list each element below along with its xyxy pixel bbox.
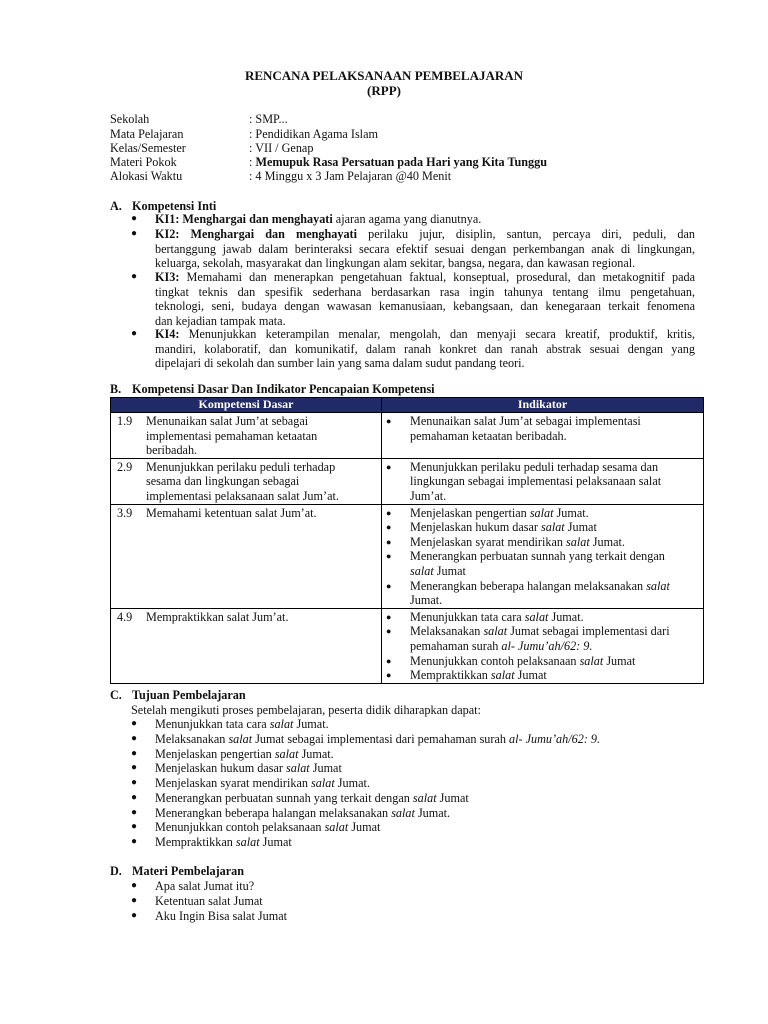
tujuan-item: Menerangkan beberapa halangan melaksanakan salat Jumat.	[155, 805, 451, 820]
bullet-icon: ●	[386, 536, 392, 547]
tujuan-item: Menerangkan perbuatan sunnah yang terkait dengan salat Jumat	[155, 790, 469, 805]
bullet-icon: ●	[386, 461, 392, 472]
info-label: Alokasi Waktu	[110, 169, 183, 183]
bullet-icon: ●	[386, 655, 392, 666]
section-a-heading: A. Kompetensi Inti	[110, 199, 217, 213]
ki-label: KI2: Menghargai dan menghayati	[155, 227, 357, 241]
info-label: Sekolah	[110, 112, 150, 126]
tujuan-item: Mempraktikkan salat Jumat	[155, 835, 292, 849]
bullet-icon: ●	[131, 821, 138, 833]
bullet-icon: ●	[131, 909, 138, 921]
kd-cell	[111, 504, 382, 608]
kd-text: Memahami ketentuan salat Jum’at.	[146, 505, 317, 520]
bullet-icon: ●	[131, 732, 138, 744]
indikator-cell	[382, 608, 704, 683]
bullet-icon: ●	[131, 747, 138, 759]
bullet-icon: ●	[131, 718, 138, 729]
document-subtitle: (RPP)	[367, 83, 401, 98]
bullet-icon: ●	[131, 228, 138, 239]
kd-indikator-table	[110, 397, 704, 684]
bullet-icon: ●	[386, 522, 392, 533]
table-row	[111, 458, 704, 504]
kd-number: 1.9	[117, 414, 133, 428]
materi-item: Apa salat Jumat itu?	[155, 879, 255, 893]
tujuan-item: Melaksanakan salat Jumat sebagai implementasi dari pemahaman surah al- Jumu’ah/62: 9.	[155, 731, 601, 746]
section-d-heading: D. Materi Pembelajaran	[110, 864, 245, 878]
tujuan-item: Menjelaskan syarat mendirikan salat Jumat.	[155, 776, 370, 790]
info-value: : VII / Genap	[249, 141, 314, 155]
bullet-icon: ●	[131, 271, 138, 282]
bullet-icon: ●	[131, 791, 138, 803]
ki-label: KI3:	[155, 270, 180, 284]
ki-item: KI2: Menghargai dan menghayati perilaku jujur, disiplin, santun, percaya diri, peduli, dan bertanggung jawab dalam berinteraksi secara efektif sesuai dengan perkembangan anak di lingkungan, keluarga, sekolah, masyarakat dan lingkungan alam sekitar, bangsa, negara, dan kawasan regional.	[155, 227, 695, 271]
info-row	[110, 127, 730, 141]
bullet-icon: ●	[386, 507, 392, 518]
bullet-icon: ●	[131, 894, 138, 906]
materi-item: Aku Ingin Bisa salat Jumat	[155, 908, 288, 923]
ki-label: KI1: Menghargai dan menghayati	[155, 212, 333, 226]
kd-text: Menunjukkan perilaku peduli terhadap sesama dan lingkungan sebagai implementasi pelaksanaan salat Jum’at.	[146, 459, 339, 503]
tujuan-item: Menjelaskan hukum dasar salat Jumat	[155, 761, 342, 776]
info-value: : 4 Minggu x 3 Jam Pelajaran @40 Menit	[249, 169, 452, 183]
kd-cell	[111, 413, 382, 459]
kd-cell	[111, 608, 382, 683]
bullet-icon: ●	[131, 880, 138, 891]
materi-pokok-value: Memupuk Rasa Persatuan pada Hari yang Kita Tunggu	[255, 155, 547, 169]
bullet-icon: ●	[386, 611, 392, 622]
kd-number: 3.9	[117, 505, 133, 520]
info-row	[110, 112, 730, 126]
header-kompetensi-dasar: Kompetensi Dasar	[111, 398, 382, 413]
indikator-item: ● Menjelaskan syarat mendirikan salat Jumat.	[386, 534, 625, 549]
table-row	[111, 504, 704, 608]
bullet-icon: ●	[131, 328, 138, 339]
indikator-cell	[382, 458, 704, 504]
bullet-icon: ●	[386, 580, 392, 591]
table-row	[111, 413, 704, 459]
indikator-item: ● Menerangkan beberapa halangan melaksanakan salat Jumat.	[386, 578, 670, 608]
bullet-icon: ●	[131, 762, 138, 774]
info-label: Materi Pokok	[110, 155, 177, 169]
info-value: : Pendidikan Agama Islam	[249, 127, 378, 141]
indikator-item: ● Mempraktikkan salat Jumat	[386, 668, 547, 683]
materi-item: Ketentuan salat Jumat	[155, 893, 263, 908]
kd-text: Menunaikan salat Jum’at sebagai implementasi pemahaman ketaatan beribadah.	[146, 414, 318, 458]
kd-number: 4.9	[117, 609, 133, 624]
bullet-icon: ●	[386, 670, 392, 681]
indikator-cell	[382, 413, 704, 459]
info-row	[110, 141, 730, 155]
info-value: : SMP...	[249, 112, 288, 126]
bullet-icon: ●	[386, 626, 392, 637]
section-b-heading: B. Kompetensi Dasar Dan Indikator Pencapaian Kompetensi	[110, 382, 435, 396]
tujuan-item: Menunjukkan tata cara salat Jumat.	[155, 717, 329, 731]
ki-label: KI4:	[155, 327, 180, 341]
indikator-item: ● Menjelaskan hukum dasar salat Jumat	[386, 520, 597, 535]
indikator-item: ● Menjelaskan pengertian salat Jumat.	[386, 505, 589, 520]
bullet-icon: ●	[386, 416, 392, 426]
ki-item: KI1: Menghargai dan menghayati ajaran agama yang dianutnya.	[155, 212, 482, 226]
section-c-intro: Setelah mengikuti proses pembelajaran, peserta didik diharapkan dapat:	[131, 703, 481, 717]
tujuan-item: Menunjukkan contoh pelaksanaan salat Jumat	[155, 820, 381, 835]
indikator-item: ● Menunjukkan tata cara salat Jumat.	[386, 609, 584, 624]
ki-item: KI3: Memahami dan menerapkan pengetahuan faktual, konseptual, prosedural, dan metakognitif pada tingkat teknis dan spesifik sederhana berdasarkan rasa ingin tahunya tentang ilmu pengetahuan, teknologi, seni, budaya dengan wawasan kemanusiaan, kebangsaan, dan kenegaraan terkait fenomena dan kejadian tampak mata.	[155, 270, 695, 328]
kd-number: 2.9	[117, 459, 133, 474]
kd-cell	[111, 458, 382, 504]
info-row	[110, 169, 730, 183]
bullet-icon: ●	[131, 806, 138, 818]
bullet-icon: ●	[131, 836, 138, 847]
info-label: Mata Pelajaran	[110, 127, 184, 141]
info-value: : Memupuk Rasa Persatuan pada Hari yang Kita Tunggu	[249, 155, 547, 169]
bullet-icon: ●	[131, 213, 138, 224]
info-row	[110, 155, 730, 169]
header-indikator: Indikator	[382, 398, 704, 413]
table-header-row	[111, 398, 704, 413]
bullet-icon: ●	[386, 551, 392, 562]
indikator-item: ● Menunaikan salat Jum’at sebagai implementasi pemahaman ketaatan beribadah.	[386, 414, 641, 443]
indikator-item: ● Menerangkan perbuatan sunnah yang terkait dengan salat Jumat	[386, 549, 665, 578]
info-label: Kelas/Semester	[110, 141, 186, 155]
indikator-item: ● Menunjukkan contoh pelaksanaan salat Jumat	[386, 653, 636, 668]
kd-text: Mempraktikkan salat Jum’at.	[146, 609, 289, 624]
ki-item: KI4: Menunjukkan keterampilan menalar, mengolah, dan menyaji secara kreatif, produktif, kritis, mandiri, kolaboratif, dan komunikatif, dalam ranah konkret dan ranah abstrak sesuai dengan yang dipelajari di sekolah dan sumber lain yang sama dalam sudut pandang teori.	[155, 327, 695, 371]
indikator-cell	[382, 504, 704, 608]
section-c-heading: C. Tujuan Pembelajaran	[110, 688, 246, 702]
tujuan-item: Menjelaskan pengertian salat Jumat.	[155, 746, 334, 761]
table-row	[111, 608, 704, 683]
bullet-icon: ●	[131, 777, 138, 788]
document-title: RENCANA PELAKSANAAN PEMBELAJARAN	[244, 68, 524, 83]
indikator-item: ● Melaksanakan salat Jumat sebagai implementasi dari pemahaman surah al- Jumu’ah/62: 9.	[386, 624, 670, 653]
indikator-item: ● Menunjukkan perilaku peduli terhadap sesama dan lingkungan sebagai implementasi pelaksanaan salat Jum’at.	[386, 459, 662, 503]
